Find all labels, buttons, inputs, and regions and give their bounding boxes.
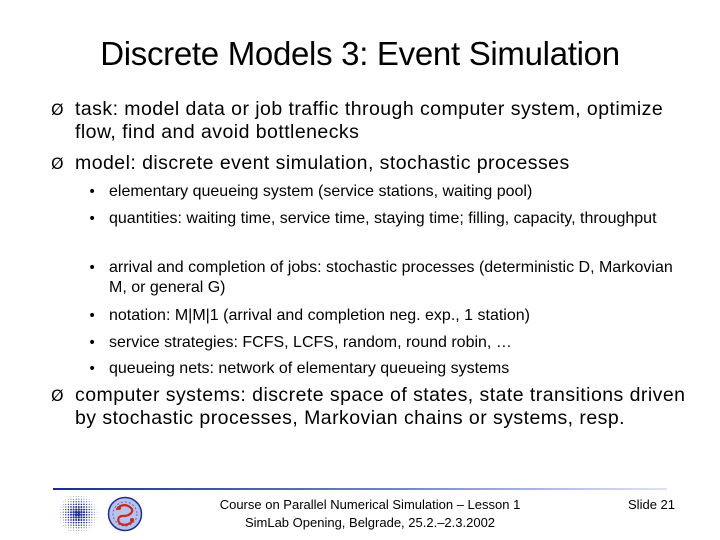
bullet-text: computer systems: discrete space of states, state transitions driven by stochastic processes, Markovian chains or systems, resp.: [75, 384, 686, 429]
bullet-computer-systems: [52, 384, 692, 430]
footer-rule: [53, 488, 667, 490]
footer-event-line: SimLab Opening, Belgrade, 25.2.–2.3.2002: [244, 515, 496, 530]
bullet-text: model: discrete event simulation, stochastic processes: [75, 152, 570, 174]
arrow-bullet-icon: Ø: [51, 100, 65, 119]
dot-bullet-icon: •: [88, 308, 97, 324]
sub-bullet-text: notation: M|M|1 (arrival and completion neg. exp., 1 station): [109, 307, 530, 324]
sub-bullet-text: quantities: waiting time, service time, staying time; filling, capacity, throughput: [109, 210, 657, 227]
dotted-sphere-logo-icon: [57, 493, 99, 535]
footer-course-info: [180, 496, 560, 532]
sub-bullet: [88, 258, 688, 298]
bullet-task: [52, 98, 692, 144]
sub-bullet: [88, 306, 688, 326]
slide-title: Discrete Models 3: Event Simulation: [100, 35, 620, 72]
bullet-text: task: model data or job traffic through computer system, optimize flow, find and avoid bottlenecks: [75, 98, 664, 143]
arrow-bullet-icon: Ø: [51, 386, 65, 405]
sub-bullet-text: arrival and completion of jobs: stochastic processes (deterministic D, Markovian M, or general G): [109, 259, 673, 296]
sub-bullet-text: queueing nets: network of elementary queueing systems: [109, 360, 510, 377]
dot-bullet-icon: •: [88, 184, 97, 200]
footer-course-line: Course on Parallel Numerical Simulation – Lesson 1: [219, 497, 521, 512]
sub-bullet-text: service strategies: FCFS, LCFS, random, round robin, …: [109, 334, 512, 351]
dot-bullet-icon: •: [88, 335, 97, 351]
dot-bullet-icon: •: [88, 211, 97, 227]
bullet-model: [52, 152, 692, 175]
dot-bullet-icon: •: [88, 361, 97, 377]
arrow-bullet-icon: Ø: [51, 154, 65, 173]
dot-bullet-icon: •: [88, 260, 97, 276]
sub-bullet: [88, 333, 688, 353]
slide-number: Slide 21: [628, 497, 675, 512]
sub-bullet: [88, 182, 688, 202]
simlab-logo-icon: [107, 496, 143, 532]
sub-bullet-text: elementary queueing system (service stations, waiting pool): [109, 183, 533, 200]
sub-bullet: [88, 359, 688, 379]
sub-bullet: [88, 209, 688, 229]
